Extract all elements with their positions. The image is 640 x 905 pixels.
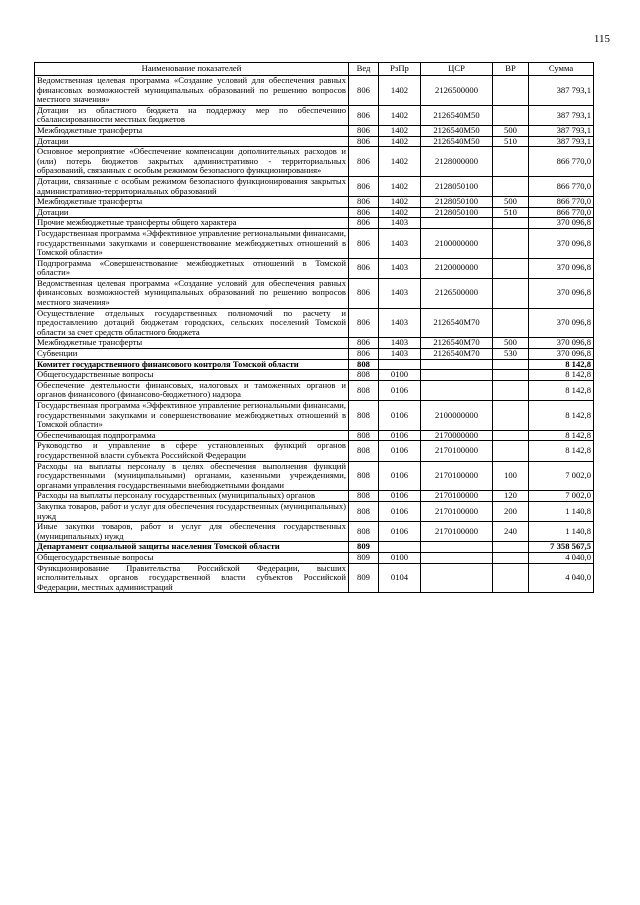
- cell-name: Расходы на выплаты персоналу в целях обеспечения выполнения функций государственными (муниципальными) органами, казенными учреждениями, органами управления государственными внебюджетными фондами: [35, 461, 349, 491]
- table-row: [35, 542, 594, 553]
- cell-sum: 8 142,8: [529, 430, 594, 441]
- cell-ved: 806: [349, 147, 379, 177]
- cell-ved: 806: [349, 278, 379, 308]
- cell-sum: 370 096,8: [529, 258, 594, 278]
- cell-ved: 806: [349, 136, 379, 147]
- cell-csr: 2126500000: [421, 278, 493, 308]
- table-row: [35, 197, 594, 208]
- table-row: [35, 338, 594, 349]
- cell-csr: 2126540М70: [421, 308, 493, 338]
- cell-csr: 2128050100: [421, 207, 493, 218]
- cell-ved: 806: [349, 105, 379, 125]
- cell-sum: 387 793,1: [529, 76, 594, 106]
- cell-vr: [493, 76, 529, 106]
- table-row: [35, 218, 594, 229]
- cell-name: Дотации: [35, 207, 349, 218]
- cell-name: Обеспечивающая подпрограмма: [35, 430, 349, 441]
- cell-sum: 7 002,0: [529, 491, 594, 502]
- cell-sum: 8 142,8: [529, 441, 594, 461]
- cell-vr: 510: [493, 207, 529, 218]
- cell-ved: 808: [349, 461, 379, 491]
- cell-sum: 8 142,8: [529, 401, 594, 431]
- cell-rzpr: 1403: [379, 218, 421, 229]
- table-row: [35, 401, 594, 431]
- cell-csr: 2170100000: [421, 441, 493, 461]
- cell-vr: [493, 430, 529, 441]
- cell-vr: 500: [493, 338, 529, 349]
- table-row: [35, 76, 594, 106]
- table-row: [35, 491, 594, 502]
- cell-sum: 387 793,1: [529, 136, 594, 147]
- cell-rzpr: 1403: [379, 258, 421, 278]
- table-row: [35, 349, 594, 360]
- cell-ved: 808: [349, 430, 379, 441]
- column-header-csr: ЦСР: [421, 63, 493, 76]
- cell-name: Функционирование Правительства Российской Федерации, высших исполнительных органов государственной власти субъектов Российской Федерации, местных администраций: [35, 563, 349, 593]
- cell-csr: [421, 218, 493, 229]
- cell-rzpr: 1403: [379, 278, 421, 308]
- cell-ved: 808: [349, 380, 379, 400]
- cell-rzpr: 0106: [379, 522, 421, 542]
- table-row: [35, 359, 594, 370]
- table-row: [35, 278, 594, 308]
- cell-name: Межбюджетные трансферты: [35, 338, 349, 349]
- table-header-row: [35, 63, 594, 76]
- cell-vr: [493, 278, 529, 308]
- cell-rzpr: 0106: [379, 380, 421, 400]
- cell-name: Ведомственная целевая программа «Создание условий для обеспечения равных финансовых возможностей муниципальных образований по решению вопросов местного значения»: [35, 278, 349, 308]
- cell-sum: 866 770,0: [529, 207, 594, 218]
- cell-csr: 2170100000: [421, 501, 493, 521]
- cell-ved: 806: [349, 207, 379, 218]
- cell-vr: [493, 359, 529, 370]
- column-header-rzpr: РзПр: [379, 63, 421, 76]
- cell-sum: 8 142,8: [529, 359, 594, 370]
- cell-name: Субвенции: [35, 349, 349, 360]
- cell-ved: 808: [349, 359, 379, 370]
- cell-vr: 100: [493, 461, 529, 491]
- table-row: [35, 501, 594, 521]
- cell-sum: 387 793,1: [529, 125, 594, 136]
- table-row: [35, 228, 594, 258]
- table-row: [35, 258, 594, 278]
- cell-rzpr: 0106: [379, 491, 421, 502]
- cell-name: Дотации, связанные с особым режимом безопасного функционирования закрытых административно-территориальных образований: [35, 176, 349, 196]
- cell-ved: 808: [349, 501, 379, 521]
- cell-name: Обеспечение деятельности финансовых, налоговых и таможенных органов и органов финансового (финансово-бюджетного) надзора: [35, 380, 349, 400]
- cell-ved: 806: [349, 228, 379, 258]
- cell-csr: 2126540М50: [421, 136, 493, 147]
- table-row: [35, 308, 594, 338]
- cell-rzpr: 0100: [379, 552, 421, 563]
- cell-csr: 2170000000: [421, 430, 493, 441]
- cell-sum: 370 096,8: [529, 308, 594, 338]
- cell-csr: [421, 380, 493, 400]
- cell-rzpr: [379, 359, 421, 370]
- table-body: [35, 76, 594, 593]
- cell-vr: [493, 441, 529, 461]
- cell-sum: 1 140,8: [529, 522, 594, 542]
- cell-vr: 120: [493, 491, 529, 502]
- cell-name: Прочие межбюджетные трансферты общего характера: [35, 218, 349, 229]
- cell-ved: 806: [349, 76, 379, 106]
- cell-rzpr: 1403: [379, 338, 421, 349]
- cell-csr: 2128050100: [421, 197, 493, 208]
- table-row: [35, 125, 594, 136]
- cell-csr: 2100000000: [421, 228, 493, 258]
- table-row: [35, 461, 594, 491]
- cell-sum: 8 142,8: [529, 380, 594, 400]
- cell-ved: 808: [349, 522, 379, 542]
- cell-rzpr: 0106: [379, 461, 421, 491]
- cell-csr: 2128000000: [421, 147, 493, 177]
- cell-sum: 370 096,8: [529, 349, 594, 360]
- cell-rzpr: 0106: [379, 501, 421, 521]
- cell-name: Руководство и управление в сфере установленных функций органов государственной власти субъекта Российской Федерации: [35, 441, 349, 461]
- cell-rzpr: 0100: [379, 370, 421, 381]
- cell-vr: 510: [493, 136, 529, 147]
- cell-sum: 7 002,0: [529, 461, 594, 491]
- cell-rzpr: 0106: [379, 441, 421, 461]
- cell-csr: 2100000000: [421, 401, 493, 431]
- cell-sum: 4 040,0: [529, 552, 594, 563]
- table-row: [35, 380, 594, 400]
- cell-vr: [493, 401, 529, 431]
- cell-vr: [493, 542, 529, 553]
- cell-ved: 809: [349, 563, 379, 593]
- table-row: [35, 552, 594, 563]
- cell-name: Департамент социальной защиты населения Томской области: [35, 542, 349, 553]
- column-header-sum: Сумма: [529, 63, 594, 76]
- table-row: [35, 136, 594, 147]
- cell-name: Расходы на выплаты персоналу государственных (муниципальных) органов: [35, 491, 349, 502]
- cell-name: Ведомственная целевая программа «Создание условий для обеспечения равных финансовых возможностей муниципальных образований по решению вопросов местного значения»: [35, 76, 349, 106]
- cell-vr: 240: [493, 522, 529, 542]
- cell-csr: 2170100000: [421, 461, 493, 491]
- cell-csr: [421, 542, 493, 553]
- cell-rzpr: 1402: [379, 197, 421, 208]
- cell-vr: [493, 228, 529, 258]
- cell-name: Дотации из областного бюджета на поддержку мер по обеспечению сбалансированности местных бюджетов: [35, 105, 349, 125]
- cell-rzpr: 1402: [379, 125, 421, 136]
- cell-sum: 7 358 567,5: [529, 542, 594, 553]
- cell-csr: 2128050100: [421, 176, 493, 196]
- cell-vr: [493, 147, 529, 177]
- cell-csr: [421, 370, 493, 381]
- cell-vr: [493, 563, 529, 593]
- cell-rzpr: [379, 542, 421, 553]
- cell-vr: 530: [493, 349, 529, 360]
- cell-vr: [493, 552, 529, 563]
- cell-csr: 2126540М70: [421, 338, 493, 349]
- cell-rzpr: 1402: [379, 136, 421, 147]
- cell-vr: [493, 258, 529, 278]
- table-row: [35, 430, 594, 441]
- column-header-ved: Вед: [349, 63, 379, 76]
- cell-ved: 808: [349, 370, 379, 381]
- cell-name: Межбюджетные трансферты: [35, 125, 349, 136]
- cell-vr: 500: [493, 125, 529, 136]
- table-row: [35, 207, 594, 218]
- table-row: [35, 176, 594, 196]
- table-row: [35, 105, 594, 125]
- cell-rzpr: 1402: [379, 76, 421, 106]
- cell-rzpr: 1402: [379, 105, 421, 125]
- cell-sum: 370 096,8: [529, 218, 594, 229]
- column-header-name: Наименование показателей: [35, 63, 349, 76]
- cell-ved: 806: [349, 197, 379, 208]
- cell-rzpr: 0106: [379, 430, 421, 441]
- cell-vr: 200: [493, 501, 529, 521]
- cell-sum: 1 140,8: [529, 501, 594, 521]
- cell-rzpr: 1403: [379, 308, 421, 338]
- cell-csr: [421, 563, 493, 593]
- cell-sum: 370 096,8: [529, 338, 594, 349]
- cell-name: Общегосударственные вопросы: [35, 552, 349, 563]
- cell-name: Государственная программа «Эффективное управление региональными финансами, государственными закупками и совершенствование межбюджетных отношений в Томской области»: [35, 228, 349, 258]
- cell-name: Государственная программа «Эффективное управление региональными финансами, государственными закупками и совершенствование межбюджетных отношений в Томской области»: [35, 401, 349, 431]
- cell-sum: 866 770,0: [529, 147, 594, 177]
- cell-ved: 808: [349, 401, 379, 431]
- cell-sum: 370 096,8: [529, 278, 594, 308]
- cell-name: Основное мероприятие «Обеспечение компенсации дополнительных расходов и (или) потерь бюджетов закрытых административно - территориальных образований, связанных с особым режимом безопасного функционирования»: [35, 147, 349, 177]
- cell-csr: 2126500000: [421, 76, 493, 106]
- cell-csr: 2126540М50: [421, 105, 493, 125]
- cell-csr: [421, 552, 493, 563]
- table-row: [35, 441, 594, 461]
- cell-sum: 4 040,0: [529, 563, 594, 593]
- cell-rzpr: 0106: [379, 401, 421, 431]
- cell-csr: 2126540М50: [421, 125, 493, 136]
- cell-sum: 866 770,0: [529, 176, 594, 196]
- cell-vr: [493, 380, 529, 400]
- page-number: 115: [593, 33, 610, 45]
- cell-rzpr: 1402: [379, 147, 421, 177]
- cell-csr: [421, 359, 493, 370]
- cell-rzpr: 1403: [379, 349, 421, 360]
- cell-csr: 2126540М70: [421, 349, 493, 360]
- cell-sum: 387 793,1: [529, 105, 594, 125]
- cell-sum: 370 096,8: [529, 228, 594, 258]
- cell-name: Закупка товаров, работ и услуг для обеспечения государственных (муниципальных) нужд: [35, 501, 349, 521]
- cell-vr: [493, 176, 529, 196]
- cell-ved: 806: [349, 308, 379, 338]
- cell-ved: 809: [349, 542, 379, 553]
- cell-ved: 806: [349, 338, 379, 349]
- cell-sum: 866 770,0: [529, 197, 594, 208]
- table-row: [35, 563, 594, 593]
- cell-ved: 808: [349, 441, 379, 461]
- cell-name: Подпрограмма «Совершенствование межбюджетных отношений в Томской области»: [35, 258, 349, 278]
- budget-table: [34, 62, 594, 593]
- cell-ved: 809: [349, 552, 379, 563]
- cell-name: Осуществление отдельных государственных полномочий по расчету и предоставлению дотаций бюджетам городских, сельских поселений Томской области за счет средств областного бюджета: [35, 308, 349, 338]
- cell-rzpr: 1403: [379, 228, 421, 258]
- cell-vr: [493, 105, 529, 125]
- cell-ved: 806: [349, 258, 379, 278]
- cell-vr: [493, 308, 529, 338]
- cell-vr: [493, 218, 529, 229]
- cell-ved: 806: [349, 349, 379, 360]
- cell-csr: 2170100000: [421, 522, 493, 542]
- cell-csr: 2170100000: [421, 491, 493, 502]
- table-row: [35, 147, 594, 177]
- column-header-vr: ВР: [493, 63, 529, 76]
- cell-ved: 808: [349, 491, 379, 502]
- cell-vr: 500: [493, 197, 529, 208]
- cell-name: Дотации: [35, 136, 349, 147]
- cell-rzpr: 1402: [379, 207, 421, 218]
- table-row: [35, 522, 594, 542]
- table-row: [35, 370, 594, 381]
- cell-rzpr: 0104: [379, 563, 421, 593]
- cell-ved: 806: [349, 176, 379, 196]
- cell-name: Комитет государственного финансового контроля Томской области: [35, 359, 349, 370]
- cell-rzpr: 1402: [379, 176, 421, 196]
- cell-name: Иные закупки товаров, работ и услуг для обеспечения государственных (муниципальных) нужд: [35, 522, 349, 542]
- cell-vr: [493, 370, 529, 381]
- cell-csr: 2120000000: [421, 258, 493, 278]
- cell-name: Общегосударственные вопросы: [35, 370, 349, 381]
- cell-name: Межбюджетные трансферты: [35, 197, 349, 208]
- cell-ved: 806: [349, 218, 379, 229]
- cell-ved: 806: [349, 125, 379, 136]
- cell-sum: 8 142,8: [529, 370, 594, 381]
